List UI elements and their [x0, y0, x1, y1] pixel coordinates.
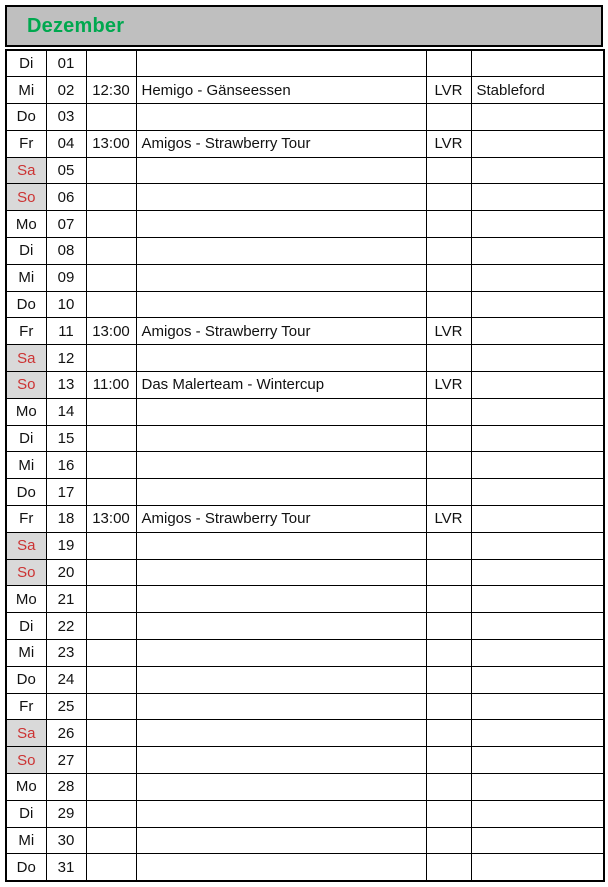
location-cell [426, 827, 471, 854]
event-cell [136, 184, 426, 211]
event-cell [136, 827, 426, 854]
day-cell: Mi [6, 77, 46, 104]
date-cell: 29 [46, 800, 86, 827]
day-cell: Do [6, 291, 46, 318]
date-cell: 04 [46, 130, 86, 157]
event-cell [136, 774, 426, 801]
location-cell [426, 854, 471, 881]
calendar-row [6, 398, 604, 425]
mode-cell [471, 693, 604, 720]
calendar-row [6, 586, 604, 613]
location-cell [426, 586, 471, 613]
event-cell [136, 50, 426, 77]
location-cell [426, 157, 471, 184]
date-cell: 24 [46, 666, 86, 693]
date-cell: 06 [46, 184, 86, 211]
event-cell: Das Malerteam - Wintercup [136, 372, 426, 399]
location-cell [426, 532, 471, 559]
calendar-row [6, 104, 604, 131]
date-cell: 01 [46, 50, 86, 77]
date-cell: 23 [46, 640, 86, 667]
date-cell: 20 [46, 559, 86, 586]
day-cell: Sa [6, 720, 46, 747]
date-cell: 16 [46, 452, 86, 479]
event-cell: Amigos - Strawberry Tour [136, 318, 426, 345]
day-cell: Mi [6, 827, 46, 854]
mode-cell [471, 774, 604, 801]
mode-cell [471, 184, 604, 211]
event-cell [136, 104, 426, 131]
calendar-table [5, 49, 605, 882]
event-cell [136, 238, 426, 265]
time-cell [86, 104, 136, 131]
mode-cell [471, 104, 604, 131]
location-cell [426, 211, 471, 238]
event-cell [136, 586, 426, 613]
mode-cell [471, 800, 604, 827]
calendar-row [6, 532, 604, 559]
day-cell: Fr [6, 506, 46, 533]
mode-cell [471, 640, 604, 667]
mode-cell [471, 666, 604, 693]
calendar-row [6, 50, 604, 77]
location-cell [426, 452, 471, 479]
calendar-row [6, 613, 604, 640]
mode-cell: Stableford [471, 77, 604, 104]
event-cell [136, 291, 426, 318]
day-cell: Do [6, 666, 46, 693]
day-cell: Mi [6, 264, 46, 291]
calendar-row [6, 479, 604, 506]
calendar-row [6, 774, 604, 801]
date-cell: 03 [46, 104, 86, 131]
location-cell [426, 693, 471, 720]
time-cell [86, 264, 136, 291]
event-cell: Amigos - Strawberry Tour [136, 130, 426, 157]
day-cell: Do [6, 104, 46, 131]
calendar-row [6, 372, 604, 399]
time-cell [86, 398, 136, 425]
mode-cell [471, 613, 604, 640]
mode-cell [471, 157, 604, 184]
day-cell: So [6, 184, 46, 211]
calendar-row [6, 211, 604, 238]
mode-cell [471, 264, 604, 291]
mode-cell [471, 747, 604, 774]
mode-cell [471, 452, 604, 479]
date-cell: 25 [46, 693, 86, 720]
location-cell [426, 559, 471, 586]
event-cell [136, 747, 426, 774]
mode-cell [471, 238, 604, 265]
date-cell: 12 [46, 345, 86, 372]
time-cell [86, 827, 136, 854]
location-cell [426, 238, 471, 265]
date-cell: 17 [46, 479, 86, 506]
calendar-row [6, 130, 604, 157]
location-cell [426, 747, 471, 774]
time-cell [86, 238, 136, 265]
calendar-row [6, 345, 604, 372]
mode-cell [471, 318, 604, 345]
calendar-row [6, 854, 604, 881]
time-cell [86, 586, 136, 613]
event-cell [136, 720, 426, 747]
calendar-row [6, 291, 604, 318]
event-cell [136, 345, 426, 372]
event-cell: Amigos - Strawberry Tour [136, 506, 426, 533]
calendar-row [6, 184, 604, 211]
date-cell: 26 [46, 720, 86, 747]
date-cell: 18 [46, 506, 86, 533]
location-cell [426, 425, 471, 452]
event-cell [136, 532, 426, 559]
day-cell: Mo [6, 398, 46, 425]
time-cell [86, 532, 136, 559]
event-cell [136, 479, 426, 506]
day-cell: Sa [6, 532, 46, 559]
date-cell: 07 [46, 211, 86, 238]
location-cell [426, 640, 471, 667]
time-cell: 13:00 [86, 506, 136, 533]
date-cell: 19 [46, 532, 86, 559]
time-cell [86, 157, 136, 184]
event-cell [136, 398, 426, 425]
location-cell [426, 613, 471, 640]
mode-cell [471, 720, 604, 747]
calendar-row [6, 720, 604, 747]
time-cell [86, 774, 136, 801]
location-cell [426, 264, 471, 291]
day-cell: So [6, 372, 46, 399]
calendar-rows [6, 50, 604, 881]
mode-cell [471, 479, 604, 506]
location-cell [426, 184, 471, 211]
day-cell: Do [6, 854, 46, 881]
time-cell [86, 184, 136, 211]
event-cell [136, 854, 426, 881]
time-cell [86, 613, 136, 640]
location-cell [426, 104, 471, 131]
mode-cell [471, 345, 604, 372]
event-cell [136, 559, 426, 586]
event-cell: Hemigo - Gänseessen [136, 77, 426, 104]
day-cell: Mi [6, 452, 46, 479]
mode-cell [471, 827, 604, 854]
calendar-row [6, 238, 604, 265]
date-cell: 14 [46, 398, 86, 425]
time-cell [86, 291, 136, 318]
mode-cell [471, 398, 604, 425]
event-cell [136, 452, 426, 479]
day-cell: Fr [6, 693, 46, 720]
event-cell [136, 613, 426, 640]
location-cell: LVR [426, 318, 471, 345]
day-cell: Mo [6, 211, 46, 238]
time-cell [86, 640, 136, 667]
location-cell [426, 774, 471, 801]
day-cell: Di [6, 50, 46, 77]
time-cell [86, 425, 136, 452]
date-cell: 02 [46, 77, 86, 104]
location-cell [426, 291, 471, 318]
mode-cell [471, 372, 604, 399]
calendar-row [6, 77, 604, 104]
mode-cell [471, 425, 604, 452]
event-cell [136, 693, 426, 720]
time-cell: 13:00 [86, 130, 136, 157]
calendar-row [6, 157, 604, 184]
location-cell [426, 666, 471, 693]
location-cell [426, 479, 471, 506]
mode-cell [471, 50, 604, 77]
mode-cell [471, 211, 604, 238]
day-cell: Mo [6, 774, 46, 801]
time-cell [86, 666, 136, 693]
date-cell: 27 [46, 747, 86, 774]
time-cell [86, 559, 136, 586]
month-title: Dezember [27, 14, 125, 37]
calendar-row [6, 559, 604, 586]
time-cell [86, 50, 136, 77]
event-cell [136, 800, 426, 827]
mode-cell [471, 854, 604, 881]
date-cell: 09 [46, 264, 86, 291]
time-cell [86, 747, 136, 774]
calendar-row [6, 666, 604, 693]
day-cell: Di [6, 425, 46, 452]
event-cell [136, 211, 426, 238]
time-cell: 13:00 [86, 318, 136, 345]
calendar-row [6, 640, 604, 667]
day-cell: Do [6, 479, 46, 506]
date-cell: 15 [46, 425, 86, 452]
location-cell: LVR [426, 130, 471, 157]
day-cell: Di [6, 800, 46, 827]
time-cell [86, 720, 136, 747]
event-cell [136, 157, 426, 184]
date-cell: 30 [46, 827, 86, 854]
month-header [5, 5, 603, 47]
date-cell: 21 [46, 586, 86, 613]
date-cell: 31 [46, 854, 86, 881]
day-cell: Mi [6, 640, 46, 667]
location-cell [426, 720, 471, 747]
day-cell: Mo [6, 586, 46, 613]
time-cell [86, 800, 136, 827]
mode-cell [471, 532, 604, 559]
date-cell: 10 [46, 291, 86, 318]
calendar-row [6, 452, 604, 479]
event-cell [136, 640, 426, 667]
day-cell: So [6, 747, 46, 774]
time-cell: 11:00 [86, 372, 136, 399]
date-cell: 22 [46, 613, 86, 640]
calendar-row [6, 425, 604, 452]
mode-cell [471, 130, 604, 157]
calendar-row [6, 827, 604, 854]
location-cell: LVR [426, 506, 471, 533]
date-cell: 13 [46, 372, 86, 399]
date-cell: 08 [46, 238, 86, 265]
day-cell: Fr [6, 318, 46, 345]
day-cell: So [6, 559, 46, 586]
time-cell [86, 345, 136, 372]
mode-cell [471, 559, 604, 586]
day-cell: Fr [6, 130, 46, 157]
calendar-row [6, 747, 604, 774]
time-cell [86, 479, 136, 506]
time-cell: 12:30 [86, 77, 136, 104]
calendar-row [6, 800, 604, 827]
mode-cell [471, 291, 604, 318]
day-cell: Sa [6, 157, 46, 184]
time-cell [86, 452, 136, 479]
event-cell [136, 264, 426, 291]
location-cell [426, 398, 471, 425]
date-cell: 05 [46, 157, 86, 184]
location-cell: LVR [426, 372, 471, 399]
location-cell [426, 345, 471, 372]
time-cell [86, 211, 136, 238]
day-cell: Sa [6, 345, 46, 372]
date-cell: 28 [46, 774, 86, 801]
location-cell [426, 800, 471, 827]
calendar-row [6, 693, 604, 720]
mode-cell [471, 586, 604, 613]
day-cell: Di [6, 613, 46, 640]
location-cell [426, 50, 471, 77]
location-cell: LVR [426, 77, 471, 104]
time-cell [86, 854, 136, 881]
time-cell [86, 693, 136, 720]
calendar-row [6, 264, 604, 291]
event-cell [136, 666, 426, 693]
event-cell [136, 425, 426, 452]
mode-cell [471, 506, 604, 533]
day-cell: Di [6, 238, 46, 265]
calendar-row [6, 318, 604, 345]
date-cell: 11 [46, 318, 86, 345]
calendar-row [6, 506, 604, 533]
